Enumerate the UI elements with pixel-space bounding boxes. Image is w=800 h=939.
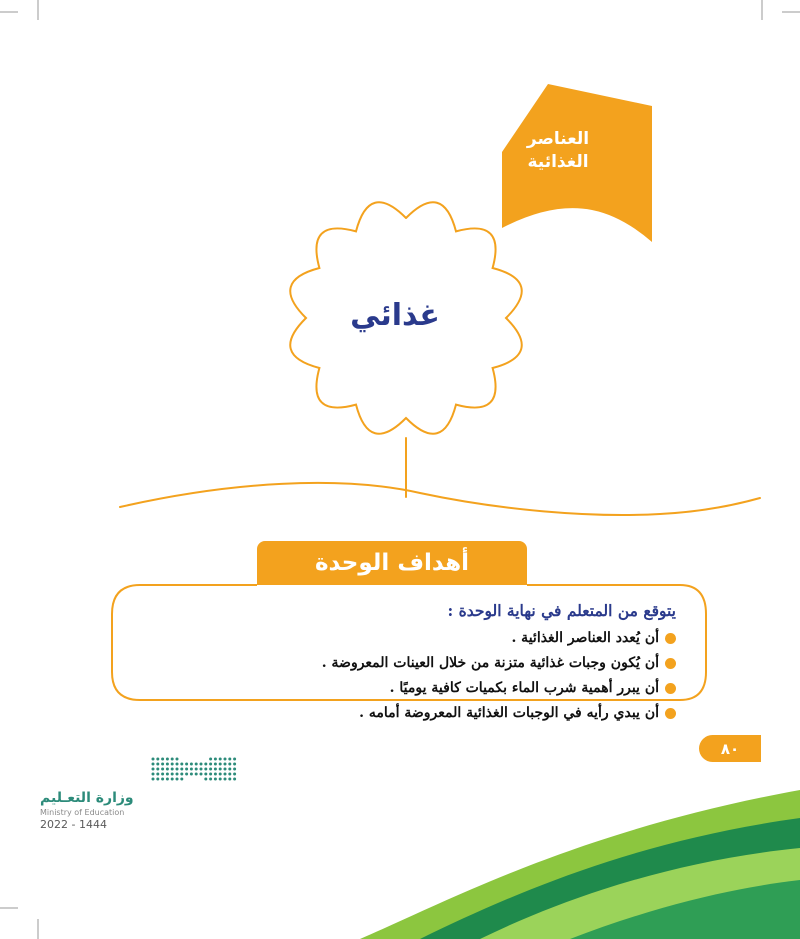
objectives-heading: أهداف الوحدة — [314, 550, 470, 576]
bullet-dot — [665, 633, 676, 644]
ministry-arabic: وزارة التعـليم — [40, 790, 134, 806]
bullet-dot — [665, 708, 676, 719]
ministry-logo — [40, 756, 240, 831]
ground-line — [120, 483, 760, 515]
green-swoosh — [360, 770, 800, 939]
objective-text: أن يبرر أهمية شرب الماء بكميات كافية يوميًا . — [389, 680, 659, 696]
page-number: ٨٠ — [699, 735, 761, 762]
flower-title: غذائي — [350, 298, 440, 333]
objective-item — [132, 676, 676, 701]
ministry-dots-icon — [150, 756, 240, 784]
bullet-dot — [665, 683, 676, 694]
ministry-english: Ministry of Education — [40, 808, 125, 817]
objective-text: أن يُعدد العناصر الغذائية . — [511, 630, 659, 646]
unit-tag-line2: الغذائية — [527, 152, 589, 172]
objective-item — [132, 651, 676, 676]
objective-item — [132, 701, 676, 726]
ministry-years: 2022 - 1444 — [40, 818, 107, 831]
objective-text: أن يبدي رأيه في الوجبات الغذائية المعروضة أمامه . — [359, 705, 659, 721]
objective-text: أن يُكون وجبات غذائية متزنة من خلال العينات المعروضة . — [321, 655, 659, 671]
bullet-dot — [665, 658, 676, 669]
objectives-intro: يتوقع من المتعلم في نهاية الوحدة : — [447, 601, 676, 620]
objectives-box — [112, 585, 706, 721]
objective-item — [132, 626, 676, 651]
unit-tag-line1: العناصر — [526, 129, 590, 149]
